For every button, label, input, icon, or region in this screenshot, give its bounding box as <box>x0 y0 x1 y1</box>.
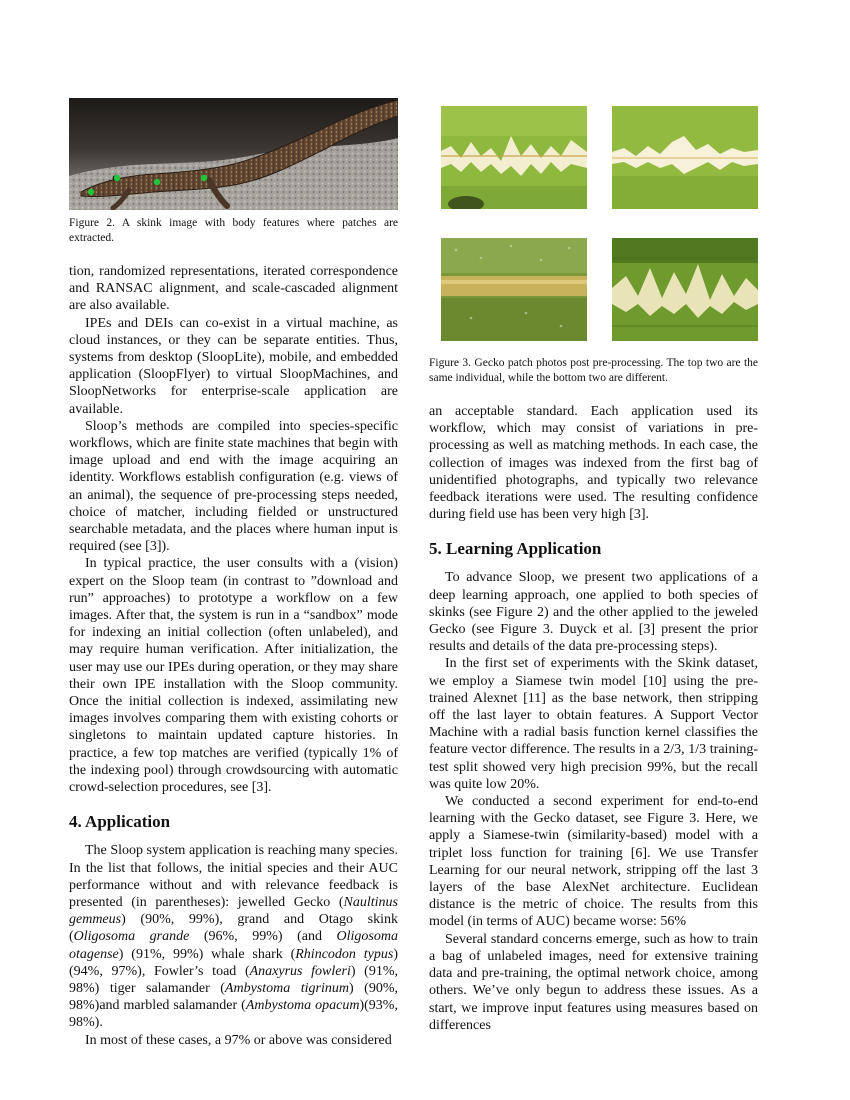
paragraph: In typical practice, the user consults with a (vision) expert on the Sloop team (in contrast to ”download and run” approaches) to prototype a workflow on a few images. After that, the system is run in a “sandbox” mode for indexing an initial collection (often unlabeled), and may require human verification. After initialization, the user may use our IPEs during operation, or they may share their own IPE installation with the Sloop community. Once the initial collection is indexed, assimilating new images involves comparing them with existing cohorts or singletons to maintain updated capture histories. In practice, a few top matches are verified (typically 1% of the indexing pool) through crowdsourcing with automatic crowd-selection procedures, see [3]. <box>69 556 398 796</box>
patch-image-top-right <box>600 106 758 218</box>
figure-2-caption: Figure 2. A skink image with body features where patches are extracted. <box>69 217 398 244</box>
patch-image-bottom-left <box>429 238 587 350</box>
section-4-heading: 4. Application <box>69 812 171 832</box>
species-name: Oligosoma otagense <box>69 929 398 962</box>
species-name: Naultinus gemmeus <box>69 894 398 928</box>
paragraph: IPEs and DEIs can co-exist in a virtual machine, as cloud instances, or they can be separate entities. Thus, systems from desktop (SloopLite), mobile, and embedded application (SloopFlyer) to virtual SloopMachines, and SloopNetworks for enterprise-scale application are available. <box>69 315 398 417</box>
paragraph: Sloop’s methods are compiled into species-specific workflows, which are finite state machines that begin with image upload and end with the image acquiring an identity. Workflows establish configuration (e.g. views of an animal), the sequence of pre-processing steps needed, choice of matcher, including fielded or unstructured searchable metadata, and the places where human input is required (see [3]). <box>69 418 398 555</box>
species-name: Ambystoma tigrinum <box>224 980 349 996</box>
figure-3-patch-grid <box>429 98 758 348</box>
paragraph: tion, randomized representations, iterated correspondence and RANSAC alignment, and scale-cascaded alignment are also available. <box>69 264 398 314</box>
species-name: Oligosoma grande <box>73 929 190 945</box>
figure-3-caption: Figure 3. Gecko patch photos post pre-processing. The top two are the same individual, while the bottom two are different. <box>429 357 758 384</box>
species-name: Anaxyrus fowleri <box>249 963 351 979</box>
paragraph: The Sloop system application is reaching many species. In the list that follows, the initial species and their AUC performance without and with relevance feedback is presented (in parentheses): jewelled Gecko (Naultinus gemmeus) (90%, 99%), grand and Otago skink (Oligosoma grande (96%, 99%) (and Oligosoma otagense) (91%, 99%) whale shark (Rhincodon typus) (94%, 97%), Fowler’s toad (Anaxyrus fowleri) (91%, 98%) tiger salamander (Ambystoma tigrinum) (90%, 98%)and marbled salamander (Ambystoma opacum)(93%, 98%). <box>69 843 398 1031</box>
paragraph: an acceptable standard. Each application used its workflow, which may consist of variations in pre-processing as well as matching methods. In each case, the collection of images was indexed from the first bag of unidentified photographs, and typically two relevance feedback iterations were used. The resulting confidence during field use has been very high [3]. <box>429 404 758 523</box>
paragraph: In the first set of experiments with the Skink dataset, we employ a Siamese twin model [10] using the pre-trained Alexnet [11] as the base network, then stripping off the last layer to obtain features. A Support Vector Machine with a radial basis function kernel classifies the feature vector difference. The results in a 2/3, 1/3 training-test split showed very high precision 99%, but the recall was quite low 20%. <box>429 656 758 792</box>
paragraph: To advance Sloop, we present two applications of a deep learning approach, one applied to both species of skinks (see Figure 2) and the other applied to the jeweled Gecko (see Figure 3. Duyck et al. [3] present the prior results and details of the data pre-processing steps). <box>429 570 758 655</box>
paragraph: Several standard concerns emerge, such as how to train a bag of unlabeled images, need for extensive training data and pre-training, the optimal network choice, among others. We’ve only begun to address these issues. As a start, we improve input features using measures based on differences <box>429 931 758 1033</box>
patch-image-top-left <box>429 106 587 218</box>
paragraph: We conducted a second experiment for end-to-end learning with the Gecko dataset, see Figure 3. Here, we apply a Siamese-twin (similarity-based) model with a triplet loss function for training [6]. We use Transfer Learning for our neural network, stripping off the last 3 layers of the base AlexNet architecture. Euclidean distance is the metric of choice. The results from this model (in terms of AUC) became worse: 56% <box>429 794 758 930</box>
right-column <box>429 98 758 1034</box>
paragraph: In most of these cases, a 97% or above was considered <box>85 1032 392 1048</box>
patch-image-bottom-right <box>600 238 758 350</box>
species-name: Ambystoma opacum <box>245 998 360 1014</box>
section-5-heading: 5. Learning Application <box>429 539 602 559</box>
left-column <box>69 98 398 1049</box>
figure-2-skink-photo <box>69 98 398 210</box>
species-name: Rhincodon typus <box>295 946 394 962</box>
